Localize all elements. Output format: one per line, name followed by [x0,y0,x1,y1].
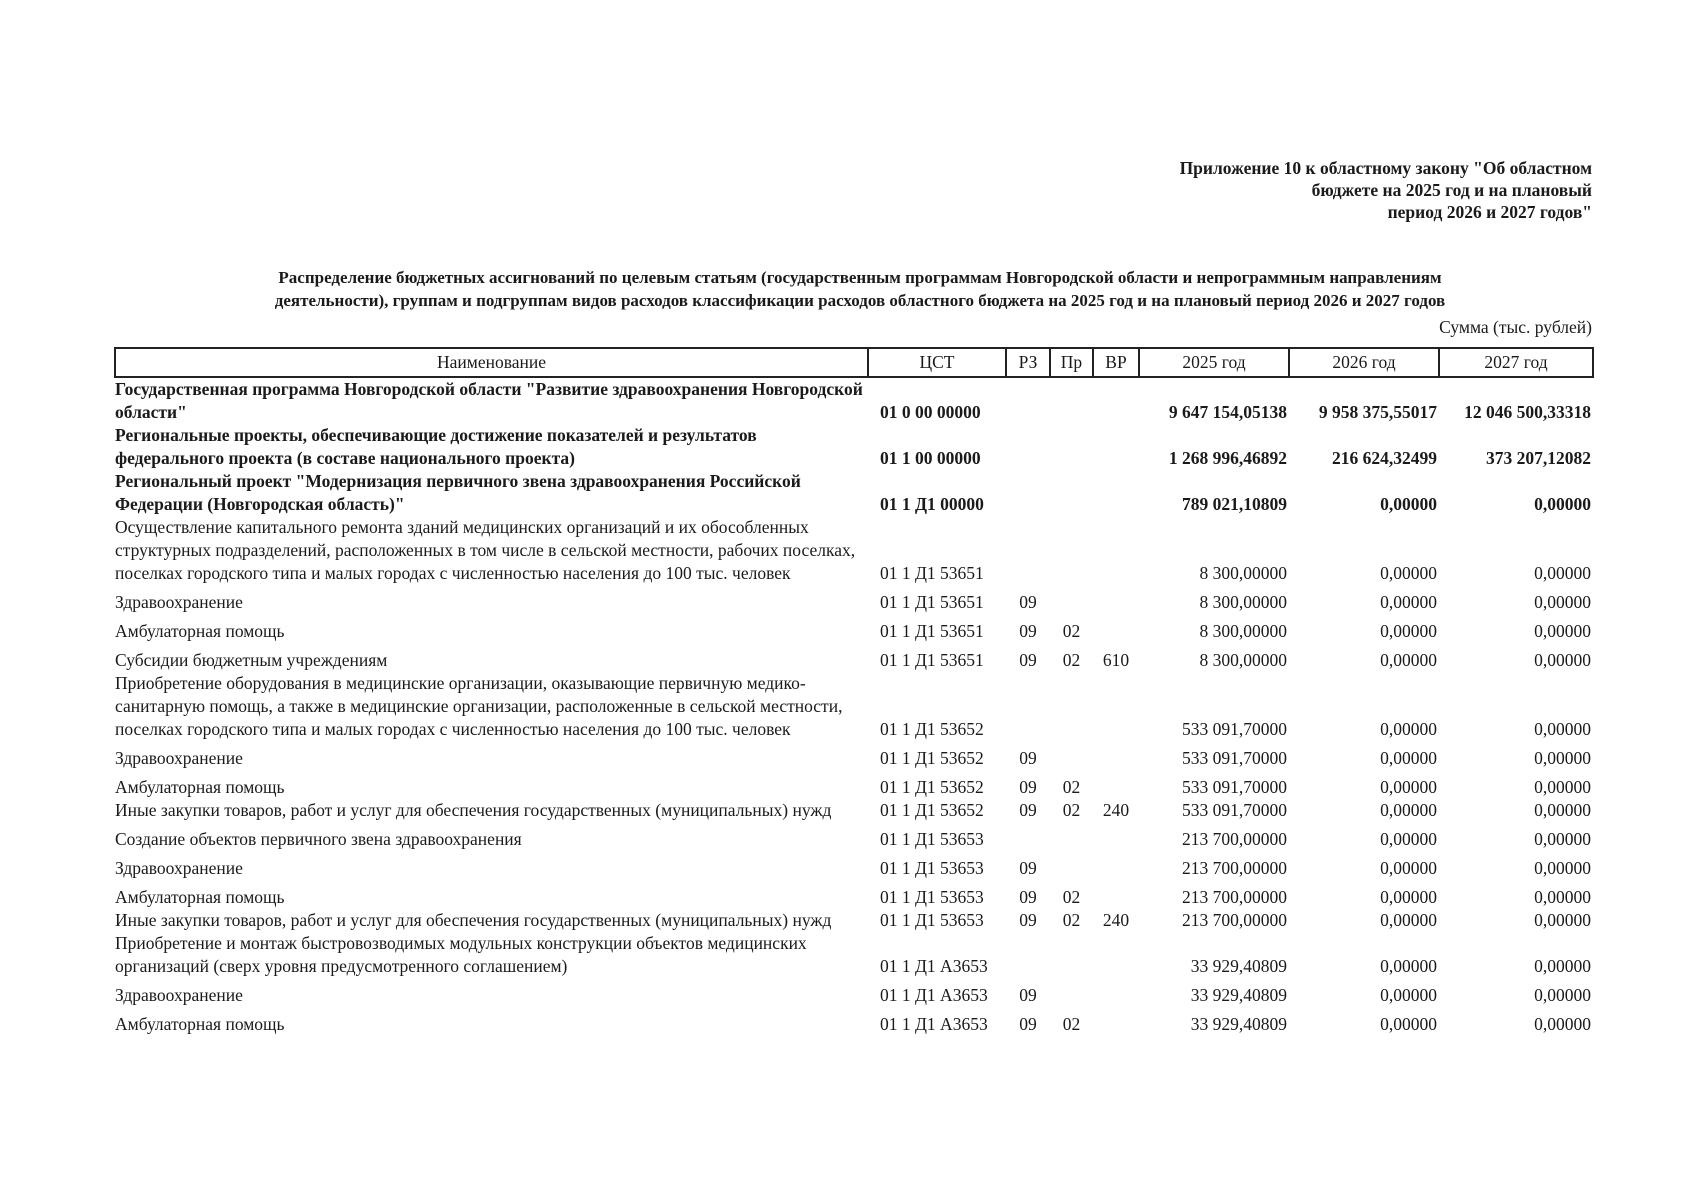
cell-cst: 01 1 Д1 А3653 [880,1014,988,1034]
cell-name: Амбулаторная помощь [115,887,285,907]
table-row [115,470,1593,516]
cell-2025: 33 929,40809 [1190,985,1287,1005]
table-row [115,770,1593,799]
cell-2026: 216 624,32499 [1332,448,1437,468]
cell-cst: 01 1 Д1 53652 [880,800,984,820]
cell-cst: 01 1 Д1 53653 [880,910,984,930]
cell-2026: 0,00000 [1380,748,1437,768]
cell-2027: 0,00000 [1534,563,1591,583]
table-row [115,377,1593,424]
cell-vr [1093,585,1139,614]
cell-2027: 0,00000 [1534,910,1591,930]
cell-vr [1093,377,1139,424]
header-rz: РЗ [1006,348,1050,377]
cell-2026: 0,00000 [1380,650,1437,670]
cell-cst: 01 0 00 00000 [880,402,981,422]
header-name: Наименование [115,348,868,377]
cell-cst: 01 1 Д1 53652 [880,719,984,739]
cell-2027: 0,00000 [1534,650,1591,670]
appendix-line: бюджете на 2025 год и на плановый [1311,180,1592,200]
table-row [115,516,1593,585]
cell-name: Государственная программа Новгородской области "Развитие здравоохранения Новгородской области" [115,379,863,422]
cell-cst: 01 1 Д1 53653 [880,858,984,878]
cell-2026: 0,00000 [1380,887,1437,907]
header-2025: 2025 год [1139,348,1289,377]
title-line: деятельности), группам и подгруппам видов расходов классификации расходов областного бюджета на 2025 год и на плановый период 2026 и 2027 годов [274,291,1446,310]
cell-pr [1050,377,1093,424]
cell-rz [1006,377,1050,424]
cell-2025: 1 268 996,46892 [1168,448,1287,468]
cell-2027: 0,00000 [1534,592,1591,612]
header-pr: Пр [1050,348,1093,377]
cell-name: Амбулаторная помощь [115,621,285,641]
cell-vr [1093,851,1139,880]
cell-pr [1050,470,1093,516]
cell-cst: 01 1 Д1 53652 [880,777,984,797]
cell-2027: 0,00000 [1534,1014,1591,1034]
cell-pr [1050,822,1093,851]
cell-name: Здравоохранение [115,985,243,1005]
cell-cst: 01 1 Д1 А3653 [880,956,988,976]
cell-cst: 01 1 Д1 53651 [880,650,984,670]
header-vr: ВР [1093,348,1139,377]
cell-pr: 02 [1062,887,1081,907]
header-2026: 2026 год [1289,348,1439,377]
cell-vr [1093,880,1139,909]
cell-pr [1050,672,1093,741]
title-line: Распределение бюджетных ассигнований по целевым статьям (государственным программам Новгородской области и непрограммным направлениям [278,268,1442,287]
cell-2027: 0,00000 [1534,800,1591,820]
table-row [115,643,1593,672]
cell-pr: 02 [1062,1014,1081,1034]
cell-vr [1093,614,1139,643]
cell-cst: 01 1 Д1 А3653 [880,985,988,1005]
table-row [115,585,1593,614]
cell-vr: 240 [1102,800,1130,820]
cell-pr: 02 [1062,800,1081,820]
cell-pr: 02 [1062,910,1081,930]
cell-vr [1093,424,1139,470]
cell-cst: 01 1 Д1 53651 [880,621,984,641]
cell-2025: 533 091,70000 [1182,748,1287,768]
cell-vr [1093,822,1139,851]
cell-2027: 373 207,12082 [1486,448,1591,468]
cell-cst: 01 1 Д1 53653 [880,829,984,849]
header-cst: ЦСТ [868,348,1006,377]
cell-2025: 213 700,00000 [1182,858,1287,878]
cell-name: Региональный проект "Модернизация первичного звена здравоохранения Российской Федерации (Новгородская область)" [115,471,801,514]
cell-pr [1050,741,1093,770]
cell-rz [1006,932,1050,978]
cell-rz: 09 [1019,592,1037,612]
cell-name: Приобретение оборудования в медицинские организации, оказывающие первичную медико-санитарную помощь, а также в медицинские организации, расположенные в сельской местности, поселках городского типа и малых городах с численностью населения до 100 тыс. человек [115,673,843,739]
cell-2025: 8 300,00000 [1199,621,1287,641]
cell-name: Осуществление капитального ремонта зданий медицинских организаций и их обособленных структурных подразделений, расположенных в том числе в сельской местности, рабочих поселках, поселках городского типа и малых городах с численностью населения до 100 тыс. человек [115,517,856,583]
cell-2027: 0,00000 [1534,887,1591,907]
table-row [115,932,1593,978]
table-row [115,614,1593,643]
cell-cst: 01 1 Д1 53651 [880,563,984,583]
table-row [115,1007,1593,1036]
cell-pr [1050,424,1093,470]
cell-pr [1050,978,1093,1007]
cell-cst: 01 1 00 00000 [880,448,981,468]
table-body [115,377,1593,1036]
cell-rz: 09 [1019,800,1037,820]
cell-cst: 01 1 Д1 53651 [880,592,984,612]
cell-rz [1006,822,1050,851]
table-row [115,672,1593,741]
cell-2025: 789 021,10809 [1182,494,1287,514]
cell-2025: 213 700,00000 [1182,910,1287,930]
cell-rz: 09 [1019,621,1037,641]
cell-rz: 09 [1019,887,1037,907]
table-row [115,880,1593,909]
cell-pr [1050,932,1093,978]
document-title [140,266,1580,312]
cell-2026: 0,00000 [1380,800,1437,820]
cell-vr [1093,672,1139,741]
cell-name: Амбулаторная помощь [115,1014,285,1034]
cell-rz [1006,424,1050,470]
cell-2026: 0,00000 [1380,592,1437,612]
cell-2025: 8 300,00000 [1199,563,1287,583]
cell-rz: 09 [1019,985,1037,1005]
cell-vr [1093,978,1139,1007]
appendix-line: Приложение 10 к областному закону "Об областном [1179,158,1592,178]
table-row [115,909,1593,932]
cell-cst: 01 1 Д1 53652 [880,748,984,768]
cell-vr [1093,1007,1139,1036]
cell-rz: 09 [1019,748,1037,768]
cell-vr [1093,932,1139,978]
cell-name: Иные закупки товаров, работ и услуг для обеспечения государственных (муниципальных) нужд [115,910,832,930]
cell-vr [1093,470,1139,516]
cell-name: Амбулаторная помощь [115,777,285,797]
cell-name: Здравоохранение [115,748,243,768]
table-row [115,799,1593,822]
cell-2025: 8 300,00000 [1199,592,1287,612]
cell-2025: 9 647 154,05138 [1168,402,1287,422]
cell-name: Региональные проекты, обеспечивающие достижение показателей и результатов федерального проекта (в составе национального проекта) [115,425,757,468]
cell-2026: 0,00000 [1380,563,1437,583]
cell-2027: 0,00000 [1534,777,1591,797]
cell-2027: 0,00000 [1534,858,1591,878]
cell-pr: 02 [1062,650,1081,670]
cell-name: Создание объектов первичного звена здравоохранения [115,829,522,849]
cell-pr [1050,516,1093,585]
cell-2027: 0,00000 [1534,748,1591,768]
cell-2025: 533 091,70000 [1182,800,1287,820]
table-row [115,741,1593,770]
table-row [115,822,1593,851]
appendix-line: период 2026 и 2027 годов" [1387,202,1592,222]
appendix-note [1072,157,1592,223]
cell-2026: 0,00000 [1380,1014,1437,1034]
cell-2027: 0,00000 [1534,719,1591,739]
cell-cst: 01 1 Д1 53653 [880,887,984,907]
cell-rz: 09 [1019,650,1037,670]
cell-vr: 240 [1102,910,1130,930]
cell-rz: 09 [1019,910,1037,930]
cell-2027: 0,00000 [1534,494,1591,514]
cell-2025: 533 091,70000 [1182,719,1287,739]
cell-2026: 0,00000 [1380,910,1437,930]
cell-2027: 0,00000 [1534,956,1591,976]
cell-2026: 0,00000 [1380,956,1437,976]
cell-name: Иные закупки товаров, работ и услуг для обеспечения государственных (муниципальных) нужд [115,800,832,820]
table-row [115,978,1593,1007]
cell-2027: 0,00000 [1534,829,1591,849]
cell-2026: 0,00000 [1380,829,1437,849]
cell-2026: 0,00000 [1380,494,1437,514]
cell-vr [1093,516,1139,585]
cell-2026: 0,00000 [1380,858,1437,878]
cell-2025: 8 300,00000 [1199,650,1287,670]
cell-rz [1006,516,1050,585]
cell-2025: 213 700,00000 [1182,829,1287,849]
units-label: Сумма (тыс. рублей) [1439,317,1592,337]
cell-name: Субсидии бюджетным учреждениям [115,650,388,670]
cell-rz: 09 [1019,1014,1037,1034]
cell-2026: 0,00000 [1380,719,1437,739]
cell-vr: 610 [1102,650,1130,670]
cell-2025: 33 929,40809 [1190,1014,1287,1034]
cell-vr [1093,741,1139,770]
cell-name: Здравоохранение [115,858,243,878]
cell-cst: 01 1 Д1 00000 [880,494,984,514]
cell-pr: 02 [1062,621,1081,641]
cell-2025: 213 700,00000 [1182,887,1287,907]
table-row [115,424,1593,470]
cell-pr [1050,851,1093,880]
cell-2025: 533 091,70000 [1182,777,1287,797]
cell-2026: 0,00000 [1380,777,1437,797]
cell-2027: 0,00000 [1534,985,1591,1005]
table-header-row [115,348,1593,377]
cell-rz: 09 [1019,777,1037,797]
cell-vr [1093,770,1139,799]
cell-2026: 9 958 375,55017 [1318,402,1437,422]
cell-2026: 0,00000 [1380,621,1437,641]
cell-name: Приобретение и монтаж быстровозводимых модульных конструкции объектов медицинских организаций (сверх уровня предусмотренного соглашением) [115,933,807,976]
budget-table [114,347,1594,1036]
cell-2026: 0,00000 [1380,985,1437,1005]
cell-name: Здравоохранение [115,592,243,612]
cell-rz [1006,470,1050,516]
header-2027: 2027 год [1439,348,1593,377]
cell-rz [1006,672,1050,741]
table-row [115,851,1593,880]
cell-2025: 33 929,40809 [1190,956,1287,976]
cell-pr [1050,585,1093,614]
cell-2027: 0,00000 [1534,621,1591,641]
cell-rz: 09 [1019,858,1037,878]
cell-2027: 12 046 500,33318 [1464,402,1591,422]
cell-pr: 02 [1062,777,1081,797]
